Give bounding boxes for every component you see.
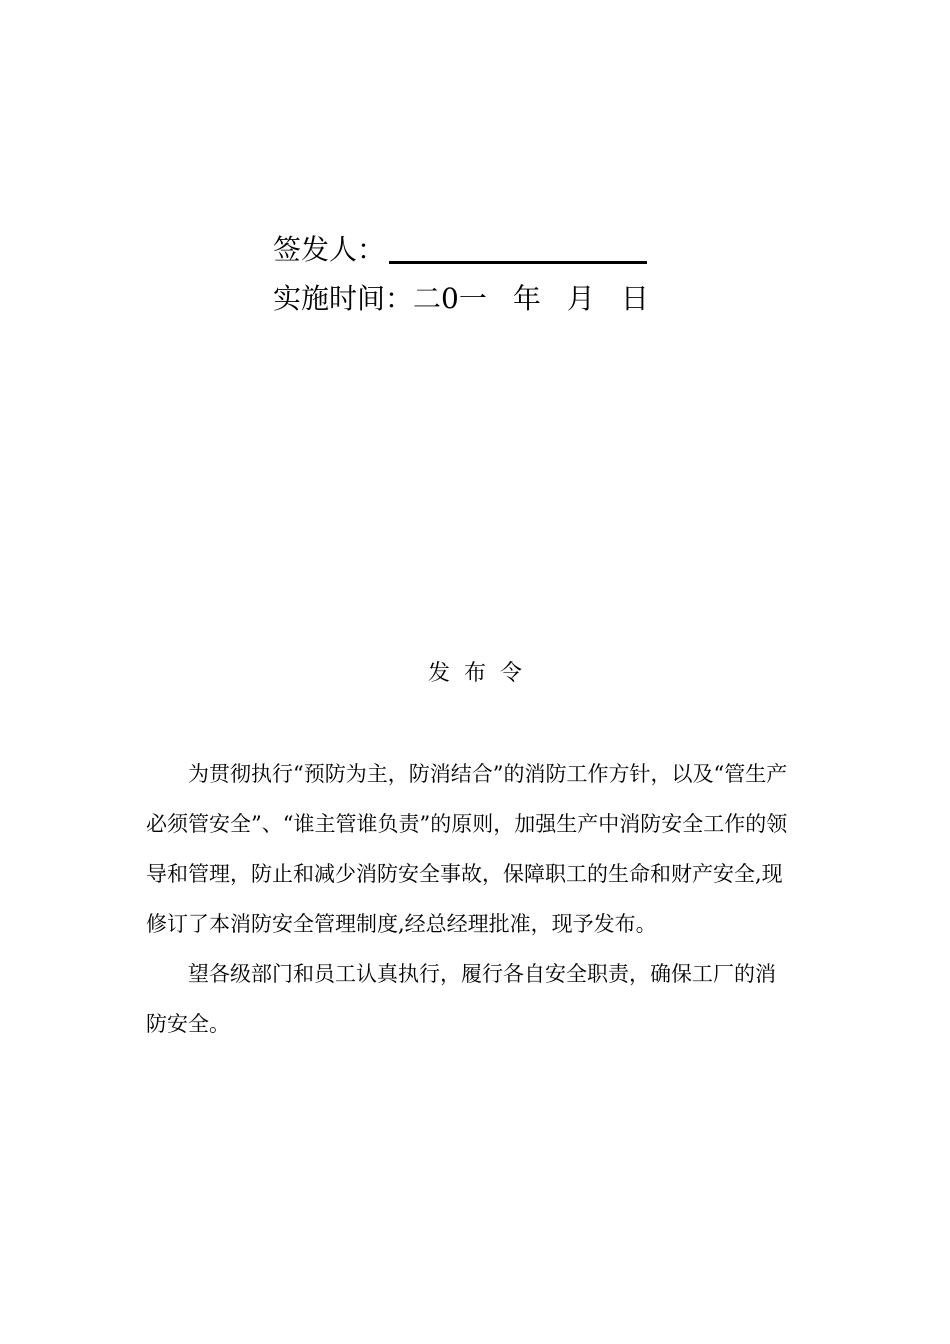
year-unit: 年 [512,282,541,315]
year-prefix: 二0一 [413,282,487,315]
body-paragraph-1: 为贯彻执行“预防为主，防消结合”的消防工作方针，以及“管生产必须管安全”、“谁主管谁负责”的原则，加强生产中消防安全工作的领导和管理，防止和减少消防安全事故，保障职工的生命和财产安全,现修订了本消防安全管理制度,经总经理批准，现予发布。 [146,762,788,936]
signature-label: 签发人： [273,233,386,266]
document-body [146,749,796,1049]
month-unit: 月 [566,282,595,315]
signature-blank-line [389,233,647,264]
implementation-date-row [273,277,649,321]
body-paragraph-2: 望各级部门和员工认真执行，履行各自安全职责，确保工厂的消防安全。 [146,962,776,1036]
document-title: 发布令 [427,661,536,686]
date-label: 实施时间： [273,282,414,315]
signature-row [273,228,647,272]
day-unit: 日 [620,282,649,315]
